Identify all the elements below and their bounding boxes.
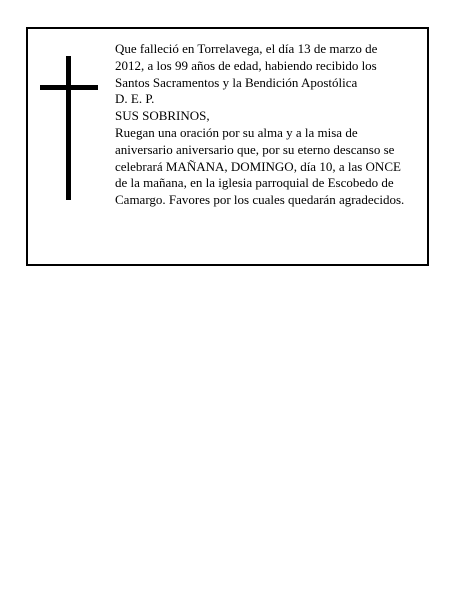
cross-horizontal-bar (40, 85, 98, 90)
notice-line: de la mañana, en la iglesia parroquial de Escobedo de (115, 175, 394, 191)
notice-line: Ruegan una oración por su alma y a la misa de (115, 124, 358, 140)
notice-line: Que falleció en Torrelavega, el día 13 de marzo de (115, 41, 378, 56)
cross-icon (40, 56, 98, 200)
notice-line: aniversario aniversario que, por su eterno descanso se (115, 141, 395, 157)
rip-line: D. E. P. (115, 91, 155, 107)
obituary-notice (26, 27, 429, 266)
notice-line: celebrará MAÑANA, DOMINGO, día 10, a las ONCE (115, 158, 401, 174)
signatories-line: SUS SOBRINOS, (115, 108, 210, 124)
notice-line: 2012, a los 99 años de edad, habiendo recibido los (115, 57, 377, 73)
notice-line: Camargo. Favores por los cuales quedarán agradecidos. (115, 192, 405, 208)
notice-line: Santos Sacramentos y la Bendición Apostólica (115, 74, 358, 90)
cross-vertical-bar (66, 56, 71, 200)
notice-text (115, 41, 427, 209)
